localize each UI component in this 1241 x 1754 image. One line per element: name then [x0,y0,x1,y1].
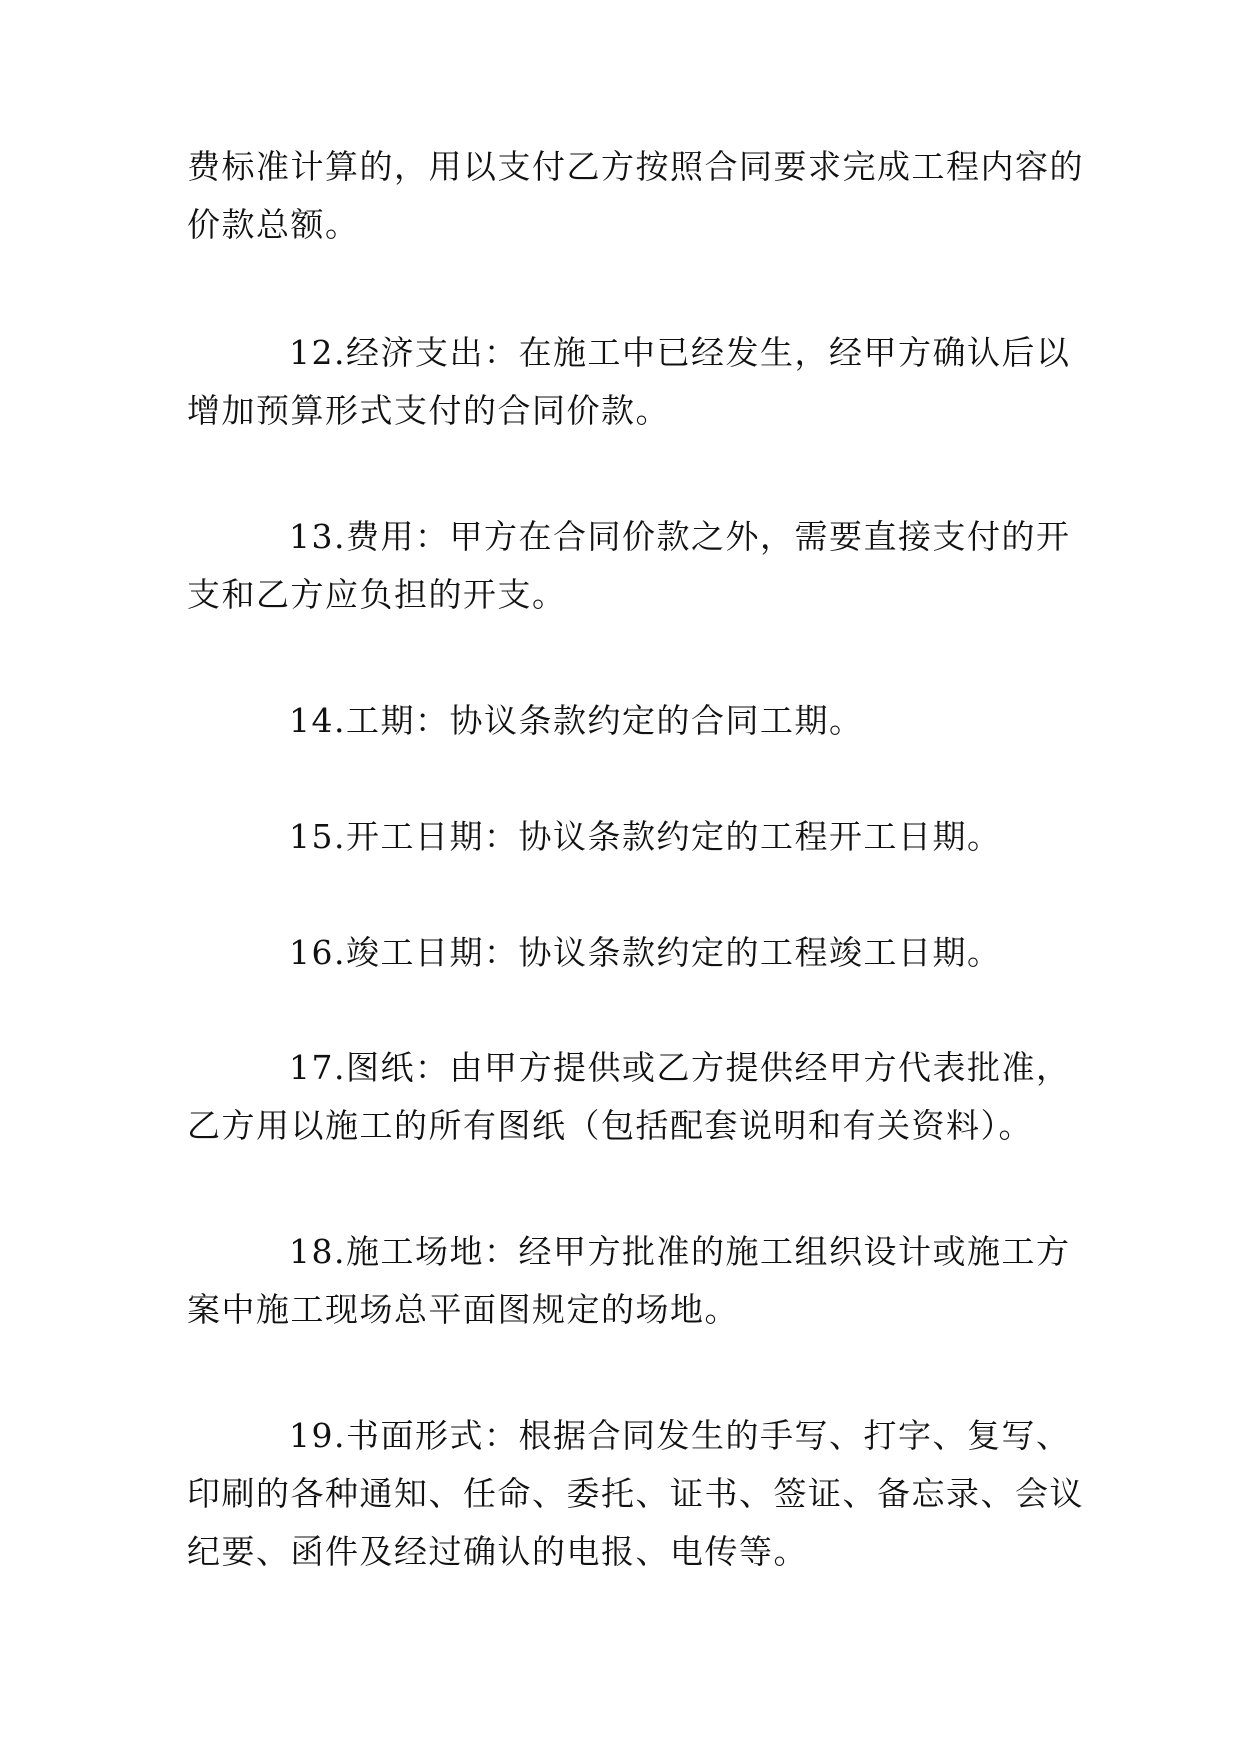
text-line: 印刷的各种通知、任命、委托、证书、签证、备忘录、会议 [187,1474,1084,1513]
paragraph-14-construction-period [187,692,1057,750]
text-line: 乙方用以施工的所有图纸（包括配套说明和有关资料）。 [187,1106,1033,1145]
paragraph-13-expenses [187,508,1071,624]
paragraph-19-written-form [187,1407,1084,1581]
text-line: 纪要、函件及经过确认的电报、电传等。 [187,1532,808,1571]
text-line: 13.费用：甲方在合同价款之外，需要直接支付的开 [289,517,1071,556]
paragraph-17-drawings [187,1039,1071,1155]
paragraph-18-construction-site [187,1223,1071,1339]
text-line: 增加预算形式支付的合同价款。 [187,391,670,430]
text-line: 案中施工现场总平面图规定的场地。 [187,1290,739,1329]
text-line: 费标准计算的，用以支付乙方按照合同要求完成工程内容的 [187,147,1084,186]
text-line: 16.竣工日期：协议条款约定的工程竣工日期。 [289,933,1002,972]
text-line: 15.开工日期：协议条款约定的工程开工日期。 [289,817,1002,856]
paragraph-12-economic-expenditure [187,324,1071,440]
text-line: 12.经济支出：在施工中已经发生，经甲方确认后以 [289,333,1071,372]
text-line: 支和乙方应负担的开支。 [187,575,567,614]
text-line: 价款总额。 [187,205,360,244]
text-line: 19.书面形式：根据合同发生的手写、打字、复写、 [289,1416,1071,1455]
paragraph-11-continuation [187,138,1084,254]
paragraph-16-completion-date [187,924,1057,982]
text-line: 18.施工场地：经甲方批准的施工组织设计或施工方 [289,1232,1071,1271]
text-line: 14.工期：协议条款约定的合同工期。 [289,701,864,740]
paragraph-15-start-date [187,808,1057,866]
text-line: 17.图纸：由甲方提供或乙方提供经甲方代表批准， [289,1048,1071,1087]
